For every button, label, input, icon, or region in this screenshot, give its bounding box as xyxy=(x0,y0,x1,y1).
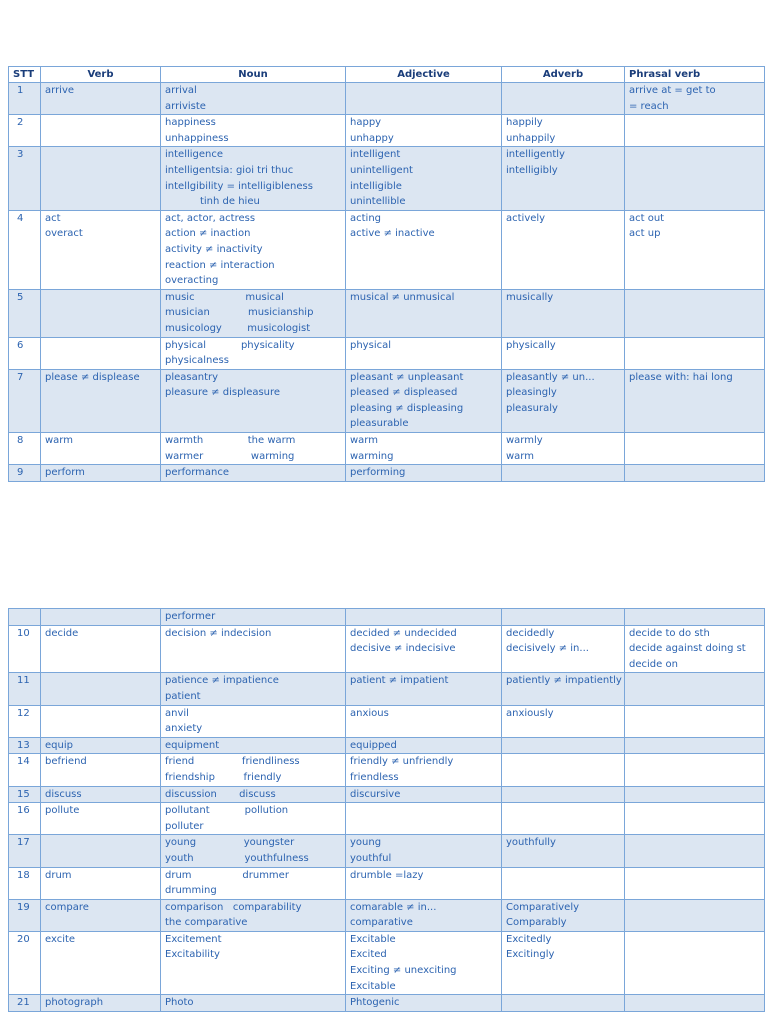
cell-adverb xyxy=(502,465,625,482)
cell-phrasal xyxy=(625,899,765,931)
table-row xyxy=(9,289,765,337)
cell-phrasal xyxy=(625,115,765,147)
table-row xyxy=(9,147,765,210)
cell-adjective: anxious xyxy=(346,705,502,737)
table-row xyxy=(9,83,765,115)
cell-phrasal xyxy=(625,867,765,899)
cell-verb: perform xyxy=(41,465,161,482)
cell-noun: decision ≠ indecision xyxy=(161,625,346,673)
cell-phrasal xyxy=(625,737,765,754)
table-row xyxy=(9,899,765,931)
cell-stt: 8 xyxy=(9,433,41,465)
header-adverb: Adverb xyxy=(502,67,625,83)
cell-phrasal xyxy=(625,705,765,737)
cell-adjective xyxy=(346,609,502,626)
cell-phrasal xyxy=(625,931,765,994)
table-row xyxy=(9,835,765,867)
table-row xyxy=(9,754,765,786)
cell-verb xyxy=(41,835,161,867)
cell-verb xyxy=(41,705,161,737)
cell-stt: 18 xyxy=(9,867,41,899)
cell-phrasal: decide to do sth decide against doing st decide on xyxy=(625,625,765,673)
cell-adjective: patient ≠ impatient xyxy=(346,673,502,705)
cell-stt: 11 xyxy=(9,673,41,705)
cell-stt: 17 xyxy=(9,835,41,867)
cell-adjective: acting active ≠ inactive xyxy=(346,210,502,289)
cell-adverb: physically xyxy=(502,337,625,369)
cell-adverb xyxy=(502,786,625,803)
cell-adverb xyxy=(502,737,625,754)
cell-verb: drum xyxy=(41,867,161,899)
cell-adjective: warm warming xyxy=(346,433,502,465)
cell-adjective: equipped xyxy=(346,737,502,754)
cell-adverb xyxy=(502,995,625,1012)
header-stt: STT xyxy=(9,67,41,83)
cell-adjective: happy unhappy xyxy=(346,115,502,147)
cell-stt: 9 xyxy=(9,465,41,482)
cell-adverb xyxy=(502,609,625,626)
cell-stt: 19 xyxy=(9,899,41,931)
cell-adjective: intelligent unintelligent intelligible unintellible xyxy=(346,147,502,210)
cell-adjective: musical ≠ unmusical xyxy=(346,289,502,337)
cell-adverb xyxy=(502,867,625,899)
cell-adjective: young youthful xyxy=(346,835,502,867)
cell-phrasal xyxy=(625,337,765,369)
cell-phrasal xyxy=(625,786,765,803)
header-adjective: Adjective xyxy=(346,67,502,83)
table-row xyxy=(9,786,765,803)
cell-verb: equip xyxy=(41,737,161,754)
cell-phrasal xyxy=(625,433,765,465)
cell-phrasal: please with: hai long xyxy=(625,369,765,432)
header-noun: Noun xyxy=(161,67,346,83)
header-phrasal-verb: Phrasal verb xyxy=(625,67,765,83)
cell-adjective: friendly ≠ unfriendly friendless xyxy=(346,754,502,786)
cell-noun: young youngster youth youthfulness xyxy=(161,835,346,867)
cell-stt: 6 xyxy=(9,337,41,369)
cell-phrasal: arrive at = get to = reach xyxy=(625,83,765,115)
cell-stt: 10 xyxy=(9,625,41,673)
cell-noun: act, actor, actress action ≠ inaction activity ≠ inactivity reaction ≠ interaction overacting xyxy=(161,210,346,289)
cell-verb: arrive xyxy=(41,83,161,115)
cell-phrasal xyxy=(625,673,765,705)
cell-verb: compare xyxy=(41,899,161,931)
cell-adjective: comarable ≠ in... comparative xyxy=(346,899,502,931)
cell-phrasal xyxy=(625,754,765,786)
cell-phrasal: act out act up xyxy=(625,210,765,289)
cell-stt: 1 xyxy=(9,83,41,115)
table-row xyxy=(9,931,765,994)
cell-adjective: Excitable Excited Exciting ≠ unexciting Excitable xyxy=(346,931,502,994)
cell-phrasal xyxy=(625,147,765,210)
cell-stt: 14 xyxy=(9,754,41,786)
cell-adverb: happily unhappily xyxy=(502,115,625,147)
cell-adverb: anxiously xyxy=(502,705,625,737)
table-row xyxy=(9,369,765,432)
cell-adjective xyxy=(346,803,502,835)
cell-verb xyxy=(41,673,161,705)
cell-adverb: Comparatively Comparably xyxy=(502,899,625,931)
cell-phrasal xyxy=(625,609,765,626)
cell-noun: Excitement Excitability xyxy=(161,931,346,994)
cell-verb xyxy=(41,289,161,337)
word-form-table-1 xyxy=(8,66,765,482)
cell-verb: warm xyxy=(41,433,161,465)
cell-noun: anvil anxiety xyxy=(161,705,346,737)
table-row xyxy=(9,210,765,289)
table-row xyxy=(9,995,765,1012)
cell-verb xyxy=(41,147,161,210)
table-row xyxy=(9,337,765,369)
table-row xyxy=(9,433,765,465)
cell-verb xyxy=(41,115,161,147)
cell-adverb xyxy=(502,803,625,835)
cell-verb: decide xyxy=(41,625,161,673)
cell-adjective: performing xyxy=(346,465,502,482)
cell-noun: performance xyxy=(161,465,346,482)
cell-stt: 4 xyxy=(9,210,41,289)
cell-adverb: warmly warm xyxy=(502,433,625,465)
cell-noun: arrival arriviste xyxy=(161,83,346,115)
cell-stt xyxy=(9,609,41,626)
word-form-table-2 xyxy=(8,608,765,1012)
cell-noun: patience ≠ impatience patient xyxy=(161,673,346,705)
cell-adjective: Phtogenic xyxy=(346,995,502,1012)
cell-noun: pollutant pollution polluter xyxy=(161,803,346,835)
cell-stt: 15 xyxy=(9,786,41,803)
cell-noun: Photo xyxy=(161,995,346,1012)
table-row xyxy=(9,803,765,835)
cell-phrasal xyxy=(625,835,765,867)
cell-adjective: physical xyxy=(346,337,502,369)
cell-noun: music musical musician musicianship musicology musicologist xyxy=(161,289,346,337)
cell-adverb: musically xyxy=(502,289,625,337)
cell-phrasal xyxy=(625,465,765,482)
cell-noun: equipment xyxy=(161,737,346,754)
cell-verb: act overact xyxy=(41,210,161,289)
table-header-row xyxy=(9,67,765,83)
cell-stt: 3 xyxy=(9,147,41,210)
table-row xyxy=(9,867,765,899)
cell-stt: 16 xyxy=(9,803,41,835)
cell-phrasal xyxy=(625,803,765,835)
cell-verb: excite xyxy=(41,931,161,994)
cell-noun: pleasantry pleasure ≠ displeasure xyxy=(161,369,346,432)
cell-adverb xyxy=(502,754,625,786)
cell-verb xyxy=(41,609,161,626)
header-verb: Verb xyxy=(41,67,161,83)
cell-adverb: Excitedly Excitingly xyxy=(502,931,625,994)
cell-noun: friend friendliness friendship friendly xyxy=(161,754,346,786)
cell-stt: 5 xyxy=(9,289,41,337)
cell-stt: 7 xyxy=(9,369,41,432)
table-row xyxy=(9,465,765,482)
cell-phrasal xyxy=(625,995,765,1012)
cell-noun: drum drummer drumming xyxy=(161,867,346,899)
cell-adjective: pleasant ≠ unpleasant pleased ≠ displeased pleasing ≠ displeasing pleasurable xyxy=(346,369,502,432)
cell-noun: warmth the warm warmer warming xyxy=(161,433,346,465)
table-row xyxy=(9,705,765,737)
cell-noun: happiness unhappiness xyxy=(161,115,346,147)
cell-verb: befriend xyxy=(41,754,161,786)
cell-adverb: pleasantly ≠ un... pleasingly pleasuraly xyxy=(502,369,625,432)
cell-adjective xyxy=(346,83,502,115)
cell-stt: 21 xyxy=(9,995,41,1012)
cell-verb: please ≠ displease xyxy=(41,369,161,432)
table-row xyxy=(9,625,765,673)
cell-adverb: decidedly decisively ≠ in... xyxy=(502,625,625,673)
cell-verb: discuss xyxy=(41,786,161,803)
cell-noun: intelligence intelligentsia: gioi tri thuc intellgibility = intelligibleness tinh de hieu xyxy=(161,147,346,210)
cell-stt: 20 xyxy=(9,931,41,994)
cell-noun: performer xyxy=(161,609,346,626)
cell-adverb: actively xyxy=(502,210,625,289)
cell-adverb: intelligently intelligibly xyxy=(502,147,625,210)
cell-adjective: decided ≠ undecided decisive ≠ indecisive xyxy=(346,625,502,673)
cell-adjective: discursive xyxy=(346,786,502,803)
cell-adverb: youthfully xyxy=(502,835,625,867)
table-row xyxy=(9,115,765,147)
cell-verb: pollute xyxy=(41,803,161,835)
cell-stt: 13 xyxy=(9,737,41,754)
table-row xyxy=(9,673,765,705)
cell-adverb: patiently ≠ impatiently xyxy=(502,673,625,705)
table-row xyxy=(9,737,765,754)
cell-noun: physical physicality physicalness xyxy=(161,337,346,369)
cell-phrasal xyxy=(625,289,765,337)
cell-verb: photograph xyxy=(41,995,161,1012)
cell-verb xyxy=(41,337,161,369)
cell-adjective: drumble =lazy xyxy=(346,867,502,899)
cell-adverb xyxy=(502,83,625,115)
cell-stt: 12 xyxy=(9,705,41,737)
table-row xyxy=(9,609,765,626)
cell-noun: comparison comparability the comparative xyxy=(161,899,346,931)
cell-noun: discussion discuss xyxy=(161,786,346,803)
cell-stt: 2 xyxy=(9,115,41,147)
